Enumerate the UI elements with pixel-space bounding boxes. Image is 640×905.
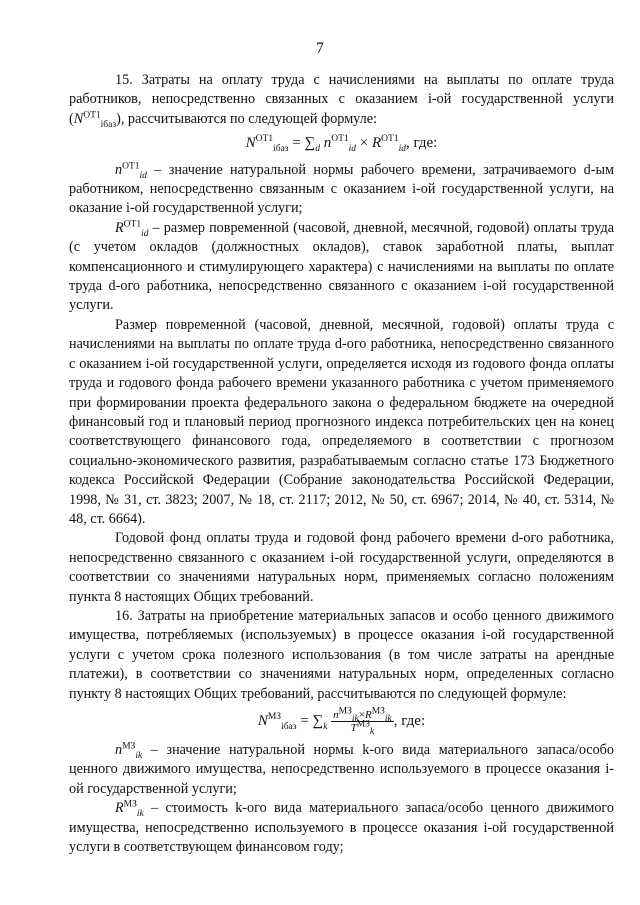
def-Rik-sub: ik [136,809,144,820]
f2-N: N [257,712,268,729]
paragraph-16: 16. Затраты на приобретение материальных запасов и особо ценного движимого имущества, потребляемых (используемых) в процессе оказания i-ой государственной услуги с учетом срока полезного использования (в том числе затраты на арендные платежи), в соответствии со значениями натуральных норм, определенных согласно пункту 8 настоящих Общих требований, рассчитываются по следующей формуле: [69,607,614,702]
definition-n-id [69,161,614,219]
f2-sum-index: k [323,721,328,732]
f2-num-times: × [358,709,365,721]
paragraph-15: 15. Затраты на оплату труда с начислениями на выплаты по оплате труда работников, непосредственно связанных с оказанием i-ой государственной услуги $(N^{ОТ1}_{iбаз})$, рассчитываются по следующей формуле: [69,72,614,130]
def-nik-sub: ik [135,750,143,761]
def-Rik-symbol: R [115,800,124,817]
f2-fraction [331,706,394,738]
symbol-N: N [73,110,84,127]
def-R-symbol: R [115,219,124,236]
f1-n-sub: id [348,144,357,155]
definition-r-id [69,219,614,316]
definition-r-ik [69,799,614,857]
f1-R-sub: id [398,144,406,155]
f1-R-sup: ОТ1 [381,134,399,145]
definition-n-ik [69,741,614,799]
paragraph-wage-size: Размер повременной (часовой, дневной, месячной, годовой) оплаты труда с начислениями на выплаты по оплате труда d-ого работника, непосредственно связанного с оказанием i-ой государственной услуги, определяется исходя из годового фонда оплаты труда и годового фонда рабочего времени указанного работника с учетом применяемого при формировании проекта федерального закона о федеральном бюджете на очередной финансовый год и плановый период прогнозного индекса потребительских цен на конец соответствующего финансового года, определяемого в соответствии с прогнозом социально-экономического развития, разрабатываемым согласно статье 173 Бюджетного кодекса Российской Федерации (Собрание законодательства Российской Федерации, 1998, № 31, ст. 3823; 2007, № 18, ст. 2117; 2012, № 50, ст. 6967; 2014, № 40, ст. 5314, № 48, ст. 6664). [69,316,614,527]
definition-rik-text: – стоимость k-ого вида материального запаса/особо ценного движимого имущества, непосредственно используемого в процессе оказания i-ой государственной услуги в соответствующем финансовом году; [69,800,614,856]
definition-r-text: – размер повременной (часовой, дневной, месячной, годовой) оплаты труда (с учетом окладов (должностных окладов), ставок заработной платы, выплат компенсационного и стимулирующего характера) с начислениями на выплаты по оплате труда d-ого работника, непосредственно связанного с оказанием i-ой государственной услуги. [69,219,614,314]
definition-nik-text: – значение натуральной нормы k-ого вида материального запаса/особо ценного движимого имущества, непосредственно используемого в процессе оказания i-ой государственной услуги; [69,742,614,797]
page-number: 7 [316,40,324,57]
f1-times: × [356,135,372,152]
f1-N-sub: iбаз [273,144,289,155]
sup-ot1: ОТ1 [83,110,101,121]
definition-n-text: – значение натуральной нормы рабочего времени, затрачиваемого d-ым работником, непосредственно связанным с оказанием i-ой государственной услуги, на оказание i-ой государственной услуги; [69,161,614,217]
def-n-symbol: n [115,161,123,178]
f2-num-R-sub: ik [384,714,392,725]
sub-ibaz: iбаз [100,119,117,130]
f2-num-R-sup: МЗ [371,706,385,717]
f1-N: N [245,135,256,152]
def-n-sub: id [139,170,147,181]
paragraph-15-end: , рассчитываются по следующей формуле: [120,110,377,127]
formula-labor-cost [69,134,614,153]
f2-N-sup: МЗ [267,711,282,722]
f1-n: n [323,135,332,152]
f2-N-sub: iбаз [281,721,297,732]
document-body [69,71,614,857]
def-nik-sup: МЗ [122,741,136,752]
f1-sum: = ∑ [288,135,316,152]
paragraph-annual-fund: Годовой фонд оплаты труда и годовой фонд рабочего времени d-ого работника, непосредственно связанного с оказанием i-ой государственной услуги, определяются в соответствии со значениями натуральных норм, применяемых согласно положениям пункта 8 настоящих Общих требований. [69,530,614,605]
def-nik-symbol: n [115,742,123,758]
f2-den-T-sub: k [370,727,375,738]
paragraph-15-text: 15. Затраты на оплату труда с начислениями на выплаты по оплате труда работников, непосредственно связанных с оказанием i-ой государственной услуги [69,72,614,108]
f2-den-T: T [350,722,357,734]
f2-num-R: R [364,709,372,721]
def-R-sup: ОТ1 [123,219,142,230]
f1-sum-index: d [315,144,320,155]
def-n-sup: ОТ1 [122,160,140,171]
f1-tail: , где: [405,135,438,152]
f1-N-sup: ОТ1 [255,134,274,145]
f2-tail: , где: [393,712,426,729]
f1-R: R [371,135,382,152]
f2-num-n-sub: ik [351,714,359,725]
f2-num-n-sup: МЗ [338,706,352,717]
def-Rik-sup: МЗ [123,799,137,810]
formula-materials [69,706,614,738]
f1-n-sup: ОТ1 [331,134,349,145]
f2-sum: = ∑ [296,712,324,729]
def-R-sub: id [141,228,149,239]
f2-den-T-sup: МЗ [356,719,371,730]
f2-num-n: n [333,709,339,721]
